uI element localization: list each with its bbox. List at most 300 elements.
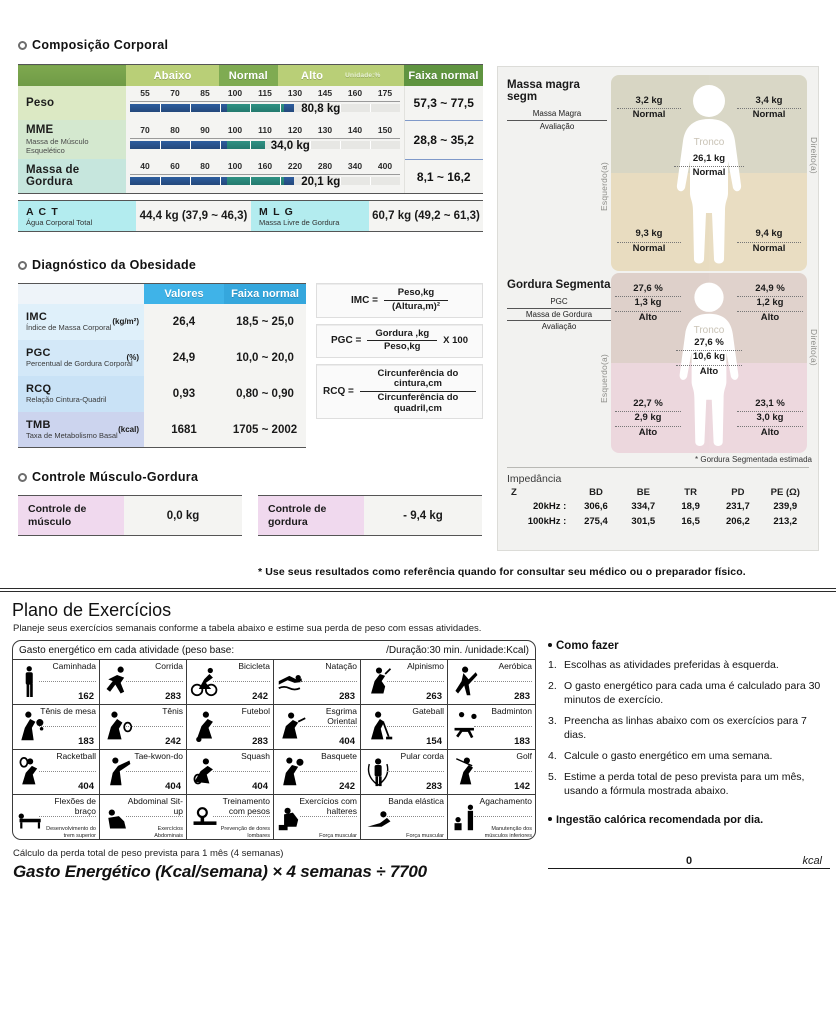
tick-label: 340 [347,161,363,172]
fat-segmental-legend [507,279,611,333]
lean-leg-left [617,228,681,255]
activity-kcal: 162 [78,691,94,702]
obesity-row [18,376,306,412]
activity-table-card [12,640,536,840]
right-panel [497,66,819,551]
muscle-control-label: Controle de músculo [18,496,124,536]
composition-row [18,86,483,120]
activity-cell[interactable] [187,705,274,750]
tick-label: 40 [140,161,150,172]
fat-estimate-note: * Gordura Segmentada estimada [695,455,812,464]
howto-step-text: O gasto energético para cada uma é calculado para 30 minutos de exercício. [564,680,821,707]
badminton-icon [451,708,481,746]
tick-label: 145 [317,88,333,98]
cycling-icon [190,663,220,701]
lean-arm-left-mass: 3,2 kg [617,95,681,109]
activity-name: Futebol [241,706,270,716]
fat-leg-right-pct: 23,1 % [737,398,803,412]
obesity-header-faixa: Faixa normal [224,284,306,304]
activity-cell[interactable] [448,660,535,705]
obesity-content [18,283,483,448]
formula-denominator: Circunferência do quadril,cm [377,392,459,414]
obesity-row-label [18,412,144,448]
activity-name: Alpinismo [407,661,444,671]
activity-kcal: 283 [165,691,181,702]
mlg-sub: Massa Livre de Gordura [259,217,340,227]
act-value: 44,4 kg (37,9 ~ 46,3) [136,201,251,232]
formula-denominator: (Altura,m)² [391,300,440,312]
intake-heading [548,814,830,826]
composition-heading-label: Composição Corporal [32,38,169,52]
activity-kcal: 283 [514,691,530,702]
howto-step-number: 2. [548,680,557,693]
activity-description: Desenvolvimento do trem superior [46,826,96,839]
formula-numerator: Peso,kg [397,287,435,299]
howto-step-number: 3. [548,715,557,728]
row-code: Peso [26,97,55,109]
fat-arm-right-mass: 1,2 kg [737,297,803,311]
fat-leg-left-mass: 2,9 kg [615,412,681,426]
activity-cell[interactable] [187,795,274,840]
scale-ticks [126,125,404,138]
howto-step-text: Escolhas as atividades preferidas à esquerda. [564,659,779,671]
fat-side-left-label: Esquerdo(a) [599,354,609,403]
bar-segment-normal [227,177,284,185]
activity-cell[interactable] [100,795,187,840]
activity-name: Natação [325,661,357,671]
impedance-value: 231,7 [726,501,750,512]
activity-cell[interactable] [187,750,274,795]
tick-label: 160 [257,161,273,172]
composition-table [18,64,483,194]
tick-label: 160 [347,88,363,98]
activity-dotted-rule [474,771,532,772]
lean-leg-right-mass: 9,4 kg [737,228,801,242]
activity-name: Banda elástica [388,796,444,806]
composition-row-range: 57,3 ~ 77,5 [404,86,483,120]
activity-header-left: Gasto energético em cada atividade (peso base: [19,644,235,656]
calc-formula: Gasto Energético (Kcal/semana) × 4 semanas ÷ 7700 [13,862,427,881]
formula-box [316,364,483,420]
howto-step [548,714,828,742]
tick-label: 60 [170,161,180,172]
activity-kcal: 242 [339,781,355,792]
lean-arm-left-eval: Normal [632,109,666,121]
bar-divider [220,104,221,112]
activity-dotted-rule [39,816,96,817]
intake-block [548,814,830,869]
tick-label: 110 [258,124,272,135]
control-heading-label: Controle Músculo-Gordura [32,470,199,485]
activity-kcal: 404 [165,781,181,792]
fat-arm-right [737,283,803,324]
fat-trunk-eval: Alto [699,365,719,377]
bar-divider [190,104,191,112]
fat-control-table [258,495,482,536]
band-alto: Alto [300,69,324,82]
bar-value: 20,1 kg [301,176,341,189]
fat-arm-left [615,283,681,324]
activity-dotted-rule [474,816,532,817]
basketball-icon [277,753,307,791]
activity-cell[interactable] [361,795,448,840]
activity-kcal: 404 [252,781,268,792]
lean-trunk-mass: 26,1 kg [674,153,744,167]
comp-header-blank [18,65,126,87]
howto-step-text: Calcule o gasto energético em uma semana. [564,750,773,763]
activity-cell[interactable] [274,750,361,795]
plan-subtitle: Planeje seus exercícios semanais conforme a tabela abaixo e estime sua perda de peso com essas atividades. [13,623,482,634]
impedance-frequency: 100kHz : [527,516,567,527]
impedance-row [507,514,809,529]
calc-label: Cálculo da perda total de peso prevista para 1 mês (4 semanas) [13,848,284,859]
lean-segmental-legend [507,79,607,132]
obesity-code: RCQ [26,383,52,396]
swimming-icon [277,663,307,701]
impedance-value: 275,4 [584,516,608,527]
obesity-unit: (%) [126,352,139,362]
formula-suffix: X 100 [443,335,468,347]
activity-dotted-rule [300,816,357,817]
activity-kcal: 183 [78,736,94,747]
fat-legend-1: Massa de Gordura [507,309,611,322]
composition-row-range: 8,1 ~ 16,2 [404,159,483,194]
fat-control-label: Controle de gordura [258,496,364,536]
lean-trunk-caption: Tronco [693,137,725,148]
activity-dotted-rule [39,771,96,772]
unit-label: Unidade:% [345,72,381,79]
howto-step [548,679,828,707]
bullet-dot-icon [548,817,552,821]
bar-divider [370,141,371,149]
activity-description: Força muscular [406,832,444,839]
bar-divider [250,104,251,112]
fat-arm-left-pct: 27,6 % [615,283,681,297]
activity-dotted-rule [387,816,444,817]
activity-cell[interactable] [361,705,448,750]
howto-step [548,770,828,798]
activity-kcal: 242 [165,736,181,747]
tick-label: 80 [200,161,210,172]
fat-control-value: - 9,4 kg [364,496,482,536]
jump-rope-icon [364,753,394,791]
obesity-sub: Relação Cintura-Quadril [26,395,107,405]
scale-ticks [126,161,404,174]
lean-legend-1: Avaliação [539,121,575,131]
bar-divider [160,141,161,149]
composition-row-bar [126,120,404,159]
activity-name: Bicicleta [238,661,270,671]
activity-dotted-rule [126,726,183,727]
activity-dotted-rule [213,816,270,817]
composition-row-range: 28,8 ~ 35,2 [404,120,483,159]
activity-dotted-rule [213,726,270,727]
impedance-value: 334,7 [631,501,656,512]
formula-box [316,324,483,358]
tennis-icon [103,708,133,746]
bar-divider [280,104,281,112]
tick-label: 140 [347,124,363,135]
impedance-title: Impedância [507,473,562,485]
impedance-value: 206,2 [726,516,750,527]
activity-description: Prevenção de dores lombares [220,826,270,839]
impedance-frequency: 20kHz : [533,501,567,512]
taekwondo-icon [103,753,133,791]
obesity-header-valores: Valores [144,284,224,304]
activity-name: Esgrima Oriental [325,706,357,726]
section-divider [0,588,836,592]
impedance-value: 18,9 [681,501,700,512]
activity-cell[interactable] [187,660,274,705]
impedance-column-header: PE (Ω) [770,487,800,498]
howto-step-number: 1. [548,659,557,671]
muscle-control-table [18,495,242,536]
impedance-column-header: BE [636,487,650,498]
activity-dotted-rule [126,816,183,817]
fat-leg-right-eval: Alto [760,426,780,438]
composition-row-label [18,120,126,159]
lean-arm-right [737,95,801,122]
activity-kcal: 283 [339,691,355,702]
activity-cell[interactable] [13,705,100,750]
activity-cell[interactable] [13,660,100,705]
activity-cell[interactable] [448,750,535,795]
activity-card-header [13,641,535,660]
howto-heading [548,640,828,652]
activity-cell[interactable] [100,660,187,705]
tick-label: 400 [377,161,393,172]
lean-leg-left-eval: Normal [632,242,666,254]
lean-leg-left-mass: 9,3 kg [617,228,681,242]
tick-label: 70 [170,88,180,98]
activity-cell[interactable] [100,750,187,795]
activity-name: Tae-kwon-do [134,751,183,761]
obesity-row-label [18,304,144,340]
formula-numerator: Circunferência do cintura,cm [377,367,459,390]
activity-dotted-rule [126,771,183,772]
activity-kcal: 154 [426,736,442,747]
bar-divider [340,141,341,149]
formula-column [316,283,483,448]
formula-name: IMC = [351,294,378,306]
lean-arm-right-eval: Normal [752,109,786,121]
bar-divider [280,177,281,185]
intake-heading-label: Ingestão calórica recomendada por dia. [556,814,764,826]
squash-icon [190,753,220,791]
activity-dotted-rule [387,726,444,727]
obesity-row-label [18,376,144,412]
exercise-plan-area [0,596,836,1024]
bullet-dot-icon [548,643,552,647]
obesity-range: 1705 ~ 2002 [224,412,306,448]
obesity-header-blank [18,284,144,304]
impedance-column-header: TR [684,487,697,498]
fat-trunk-caption: Tronco [693,325,725,336]
lean-trunk [674,153,744,180]
disclaimer-note: * Use seus resultados como referência quando for consultar seu médico ou o preparador físico. [258,566,746,578]
tick-label: 90 [200,124,210,135]
activity-dotted-rule [387,681,444,682]
tick-label: 175 [377,88,393,98]
activity-grid [13,660,535,840]
activity-cell[interactable] [274,705,361,750]
composition-row-bar [126,159,404,194]
muscle-control-value: 0,0 kg [124,496,242,536]
bar-divider [160,177,161,185]
obesity-range: 0,80 ~ 0,90 [224,376,306,412]
activity-name: Golf [516,751,532,761]
climbing-icon [364,663,394,701]
band-normal: Normal [219,65,277,86]
activity-cell[interactable] [274,660,361,705]
activity-name: Squash [241,751,270,761]
obesity-row [18,304,306,340]
activity-dotted-rule [126,681,183,682]
obesity-heading [18,258,483,272]
activity-dotted-rule [213,681,270,682]
scale-baseline [130,138,400,139]
activity-dotted-rule [300,681,357,682]
bar-value: 34,0 kg [270,139,310,152]
fat-leg-left-eval: Alto [638,426,658,438]
bar-track [130,104,400,112]
fat-arm-right-eval: Alto [760,311,780,323]
intake-value: 0 [685,855,693,867]
mlg-value: 60,7 kg (49,2 ~ 61,3) [369,201,483,232]
howto-step-number: 5. [548,771,557,784]
obesity-unit: (kg/m²) [112,316,139,326]
lean-arm-right-mass: 3,4 kg [737,95,801,109]
activity-dotted-rule [474,726,532,727]
bar-divider [310,141,311,149]
bar-divider [370,177,371,185]
activity-dotted-rule [39,726,96,727]
tick-label: 120 [287,124,303,135]
bar-divider [250,141,251,149]
running-icon [103,663,133,701]
intake-unit: kcal [802,855,822,867]
bar-divider [250,177,251,185]
tick-label: 80 [170,124,180,135]
activity-kcal: 404 [78,781,94,792]
act-label [18,201,136,232]
howto-step-text: Estime a perda total de peso prevista para um mês, usando a fórmula mostrada abaixo. [564,771,805,798]
activity-cell[interactable] [448,795,535,840]
bar-segment-below [130,177,227,185]
tick-label: 130 [317,124,333,135]
bar-divider [190,141,191,149]
intake-input-line[interactable] [548,852,830,869]
bar-segment-below [130,104,227,112]
activity-name: Aeróbica [498,661,532,671]
golf-icon [451,753,481,791]
bar-segment-normal [227,141,265,149]
howto-step-number: 4. [548,750,557,763]
scale-baseline [130,101,400,102]
activity-cell[interactable] [448,705,535,750]
bar-segment-marker [284,104,295,112]
activity-cell[interactable] [13,750,100,795]
obesity-sub: Taxa de Metabolismo Basal [26,431,118,441]
howto-heading-label: Como fazer [556,640,619,652]
obesity-range: 10,0 ~ 20,0 [224,340,306,376]
obesity-range: 18,5 ~ 25,0 [224,304,306,340]
tick-label: 55 [140,88,150,98]
impedance-table [507,486,809,529]
activity-kcal: 283 [426,781,442,792]
activity-cell[interactable] [274,795,361,840]
bar-divider [370,104,371,112]
activity-dotted-rule [213,771,270,772]
gateball-icon [364,708,394,746]
activity-name: Exercícios com halteres [299,796,357,816]
impedance-value: 239,9 [773,501,798,512]
impedance-value: 16,5 [681,516,700,527]
fat-trunk [676,337,742,378]
fat-arm-right-pct: 24,9 % [737,283,803,297]
activity-name: Corrida [155,661,183,671]
walking-icon [16,663,46,701]
tick-label: 100 [227,88,243,98]
act-mlg-table [18,200,483,232]
fat-leg-left-pct: 22,7 % [615,398,681,412]
activity-cell[interactable] [361,750,448,795]
composition-row-label [18,159,126,194]
tick-label: 280 [317,161,333,172]
activity-cell[interactable] [100,705,187,750]
formula-numerator: Gordura ,kg [375,327,430,339]
mlg-label [251,201,369,232]
comp-header-faixa: Faixa normal [404,65,483,87]
lean-side-left-label: Esquerdo(a) [599,162,609,211]
activity-kcal: 183 [514,736,530,747]
bar-divider [220,177,221,185]
obesity-sub: Índice de Massa Corporal [26,323,112,333]
squat-icon [451,798,481,836]
obesity-sub: Percentual de Gordura Corporal [26,359,133,369]
activity-header-right: /Duração:30 min. /unidade:Kcal) [386,644,529,656]
composition-row [18,120,483,159]
activity-cell[interactable] [13,795,100,840]
activity-cell[interactable] [361,660,448,705]
impedance-z-label: Z [511,487,517,498]
activity-name: Tênis [162,706,183,716]
lean-body-diagram [611,75,807,271]
obesity-value: 24,9 [144,340,224,376]
activity-kcal: 242 [252,691,268,702]
obesity-code: TMB [26,419,51,432]
impedance-value: 306,6 [584,501,608,512]
tick-label: 85 [200,88,210,98]
activity-name: Treinamento com pesos [222,796,270,816]
impedance-value: 301,5 [631,516,656,527]
act-code: A C T [26,205,60,218]
composition-heading [18,38,483,52]
obesity-value: 0,93 [144,376,224,412]
activity-kcal: 283 [252,736,268,747]
lean-segmental-title: Massa magra segm [507,79,580,103]
tick-label: 220 [287,161,303,172]
obesity-value: 26,4 [144,304,224,340]
activity-dotted-rule [300,771,357,772]
activity-name: Caminhada [52,661,96,671]
lean-arm-left [617,95,681,122]
howto-block [548,640,828,806]
activity-name: Racketball [56,751,96,761]
lean-trunk-eval: Normal [692,167,726,179]
lean-legend [507,108,607,132]
bar-value: 80,8 kg [301,103,341,115]
